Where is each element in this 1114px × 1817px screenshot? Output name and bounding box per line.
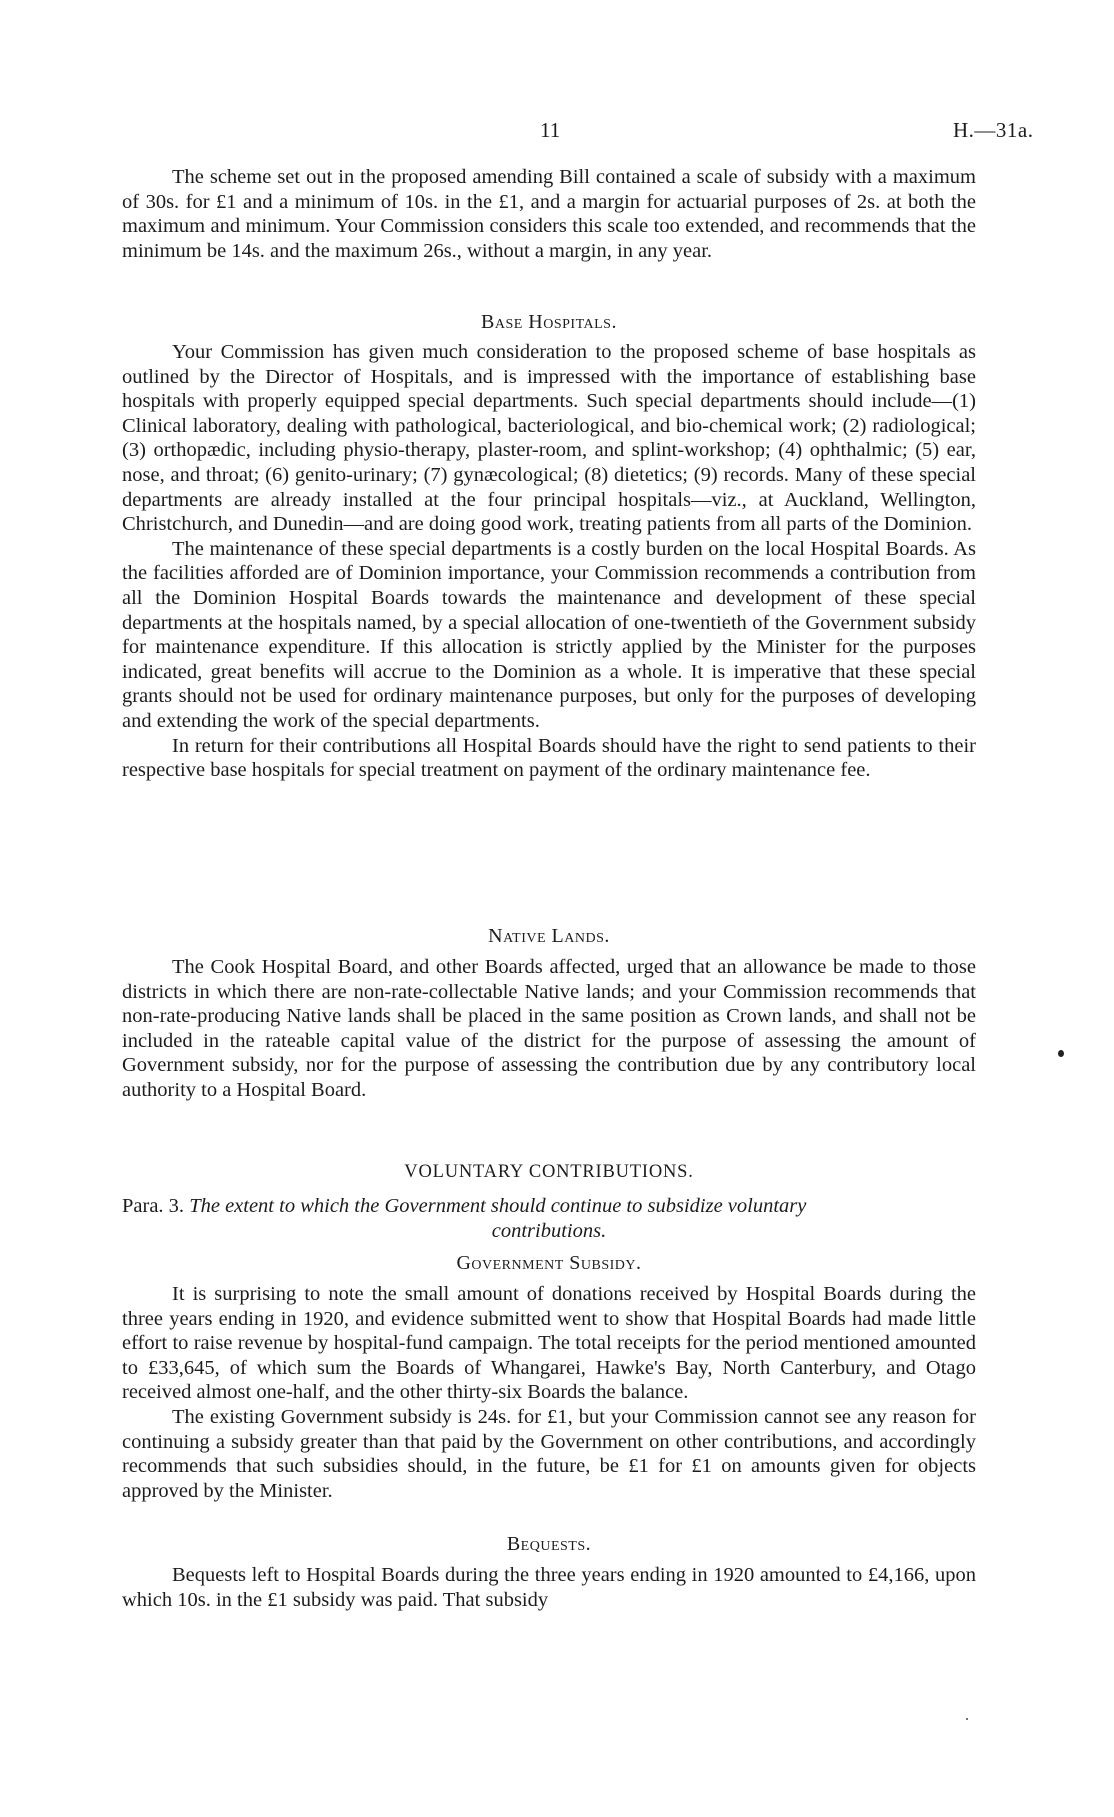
base-hospitals-paragraph-1: Your Commission has given much consideration to the proposed scheme of base hospitals as outlined by the Director of Hospitals, and is impressed with the importance of establishing base hospitals with properly equipped special departments. Such special departments should include—(1) Clinical laboratory, dealing with pathological, bacteriological, and bio-chemical work; (2) radiological; (3) orthopædic, including physio-therapy, plaster-room, and splint-workshop; (4) ophthalmic; (5) ear, nose, and throat; (6) genito-urinary; (7) gynæcological; (8) dietetics; (9) records. Many of these special departments are already installed at the four principal hospitals—viz., at Auckland, Wellington, Christchurch, and Dunedin—and are doing good work, treating patients from all parts of the Dominion. xyxy=(122,341,976,536)
page-number: 11 xyxy=(540,118,561,142)
para-title-line-1: The extent to which the Government should continue to subsidize voluntary xyxy=(189,1195,807,1217)
base-hospitals-heading: Base Hospitals. xyxy=(481,311,617,333)
para-label: Para. 3. xyxy=(122,1195,185,1217)
voluntary-contributions-heading: VOLUNTARY CONTRIBUTIONS. xyxy=(404,1162,694,1182)
para-reference xyxy=(122,1194,976,1243)
government-subsidy-section xyxy=(122,1282,976,1503)
native-lands-paragraph: The Cook Hospital Board, and other Boards affected, urged that an allowance be made to those districts in which there are non-rate-collectable Native lands; and your Commission recommends that non-rate-producing Native lands shall be placed in the same position as Crown lands, and shall not be included in the rateable capital value of the district for the purpose of assessing the amount of Government subsidy, nor for the purpose of assessing the contribution due by any contributory local authority to a Hospital Board. xyxy=(122,956,976,1101)
bequests-paragraph: Bequests left to Hospital Boards during the three years ending in 1920 amounted to £4,166, upon which 10s. in the £1 subsidy was paid. That subsidy xyxy=(122,1564,976,1611)
bequests-section xyxy=(122,1563,976,1612)
intro-paragraph: The scheme set out in the proposed amending Bill contained a scale of subsidy with a maximum of 30s. for £1 and a minimum of 10s. in the £1, and a margin for actuarial purposes of 2s. at both the maximum and minimum. Your Commission considers this scale too extended, and recommends that the minimum be 14s. and the maximum 26s., without a margin, in any year. xyxy=(122,166,976,262)
base-hospitals-paragraph-2: The maintenance of these special departments is a costly burden on the local Hospital Boards. As the facilities afforded are of Dominion importance, your Commission recommends a contribution from all the Dominion Hospital Boards towards the maintenance and development of these special departments at the hospitals named, by a special allocation of one-twentieth of the Government subsidy for maintenance expenditure. If this allocation is strictly applied by the Minister for the purposes indicated, great benefits will accrue to the Dominion as a whole. It is imperative that these special grants should not be used for ordinary maintenance purposes, but only for the purposes of developing and extending the work of the special departments. xyxy=(122,537,976,732)
native-lands-heading: Native Lands. xyxy=(488,925,610,947)
margin-ink-mark xyxy=(1058,1050,1064,1057)
base-hospitals-paragraph-3: In return for their contributions all Hospital Boards should have the right to send patients to their respective base hospitals for special treatment on payment of the ordinary maintenance fee. xyxy=(122,734,976,782)
native-lands-section xyxy=(122,955,976,1103)
government-subsidy-heading: Government Subsidy. xyxy=(456,1252,642,1274)
intro-section xyxy=(122,165,976,263)
stray-ink-dot xyxy=(966,1718,968,1720)
bequests-heading: Bequests. xyxy=(506,1533,592,1555)
base-hospitals-section xyxy=(122,340,976,783)
government-subsidy-paragraph-1: It is surprising to note the small amount of donations received by Hospital Boards during the three years ending in 1920, and evidence submitted went to show that Hospital Boards had made little effort to raise revenue by hospital-fund campaign. The total receipts for the period mentioned amounted to £33,645, of which sum the Boards of Whangarei, Hawke's Bay, North Canterbury, and Otago received almost one-half, and the other thirty-six Boards the balance. xyxy=(122,1283,976,1404)
government-subsidy-paragraph-2: The existing Government subsidy is 24s. for £1, but your Commission cannot see any reason for continuing a subsidy greater than that paid by the Government on other contributions, and accordingly recommends that such subsidies should, in the future, be £1 for £1 on amounts given for objects approved by the Minister. xyxy=(122,1405,976,1502)
para-title-line-2: contributions. xyxy=(491,1219,607,1242)
document-reference: H.—31a. xyxy=(953,118,1034,142)
